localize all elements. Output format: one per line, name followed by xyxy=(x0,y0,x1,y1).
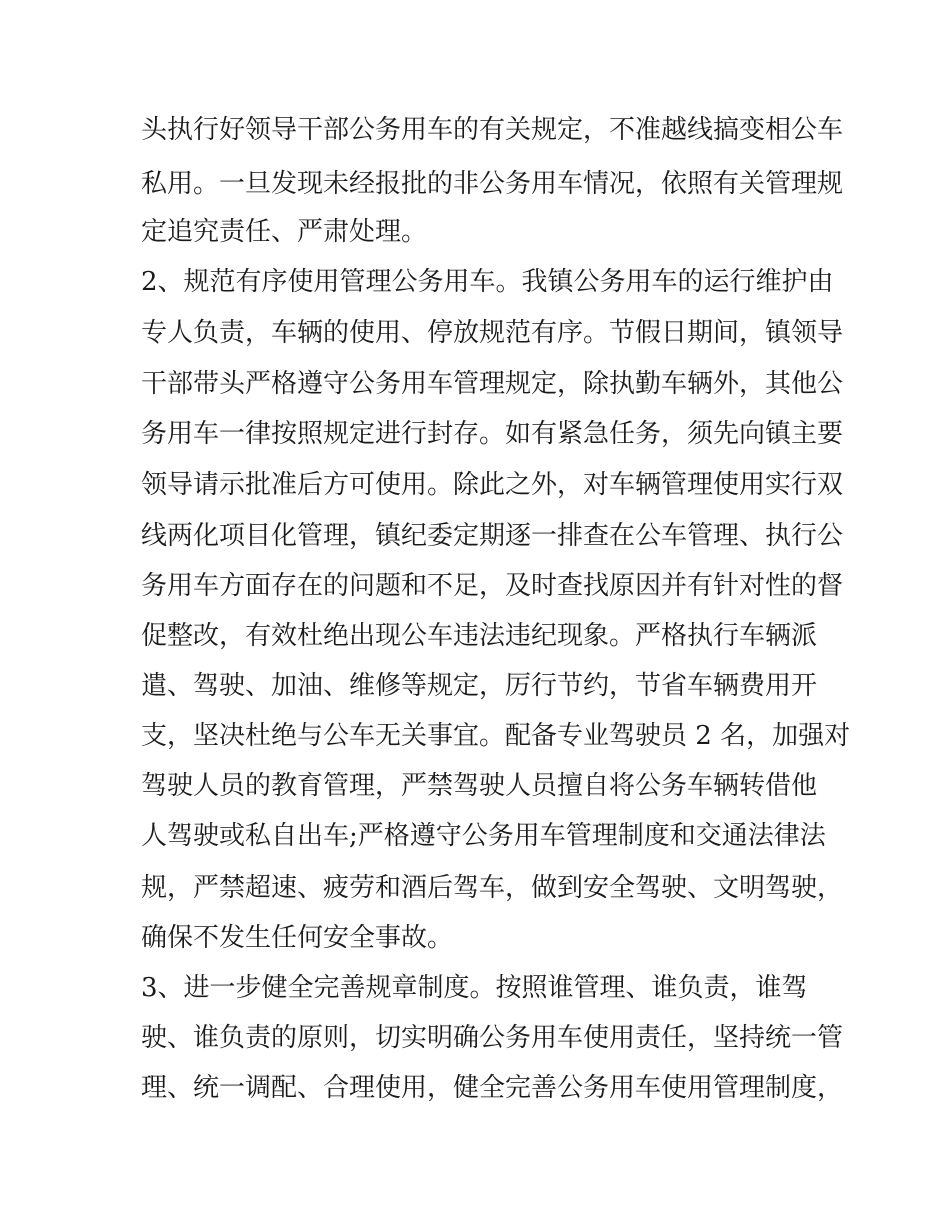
paragraph-line: 驶、谁负责的原则，切实明确公务用车使用责任，坚持统一管 xyxy=(141,1023,844,1053)
paragraph-line: 理、统一调配、合理使用，健全完善公务用车使用管理制度， xyxy=(141,1073,844,1103)
paragraph-line: 遣、驾驶、加油、维修等规定，厉行节约，节省车辆费用开 xyxy=(141,671,818,701)
paragraph-line: 3、进一步健全完善规章制度。按照谁管理、谁负责，谁驾 xyxy=(141,973,808,1003)
paragraph-line: 促整改，有效杜绝出现公车违法违纪现象。严格执行车辆派 xyxy=(141,621,818,651)
paragraph-line: 人驾驶或私自出车;严格遵守公务用车管理制度和交通法律法 xyxy=(141,821,826,851)
paragraph-line: 定追究责任、严肃处理。 xyxy=(141,217,428,247)
paragraph-line: 驾驶人员的教育管理，严禁驾驶人员擅自将公务车辆转借他 xyxy=(141,771,818,801)
paragraph-line: 领导请示批准后方可使用。除此之外，对车辆管理使用实行双 xyxy=(141,470,844,500)
paragraph-line: 专人负责，车辆的使用、停放规范有序。节假日期间，镇领导 xyxy=(141,318,844,348)
paragraph-line: 头执行好领导干部公务用车的有关规定，不准越线搞变相公车 xyxy=(141,115,844,145)
paragraph-line: 私用。一旦发现未经报批的非公务用车情况，依照有关管理规 xyxy=(141,169,844,199)
paragraph-line: 支，坚决杜绝与公车无关事宜。配备专业驾驶员 2 名，加强对 xyxy=(141,721,851,751)
paragraph-line: 确保不发生任何安全事故。 xyxy=(141,923,454,953)
paragraph-line: 线两化项目化管理，镇纪委定期逐一排查在公车管理、执行公 xyxy=(141,521,844,551)
paragraph-line: 务用车一律按照规定进行封存。如有紧急任务，须先向镇主要 xyxy=(141,419,844,449)
paragraph-line: 干部带头严格遵守公务用车管理规定，除执勤车辆外，其他公 xyxy=(141,369,844,399)
paragraph-line: 规，严禁超速、疲劳和酒后驾车，做到安全驾驶、文明驾驶， xyxy=(141,873,844,903)
paragraph-line: 务用车方面存在的问题和不足，及时查找原因并有针对性的督 xyxy=(141,571,844,601)
paragraph-line: 2、规范有序使用管理公务用车。我镇公务用车的运行维护由 xyxy=(141,267,834,297)
